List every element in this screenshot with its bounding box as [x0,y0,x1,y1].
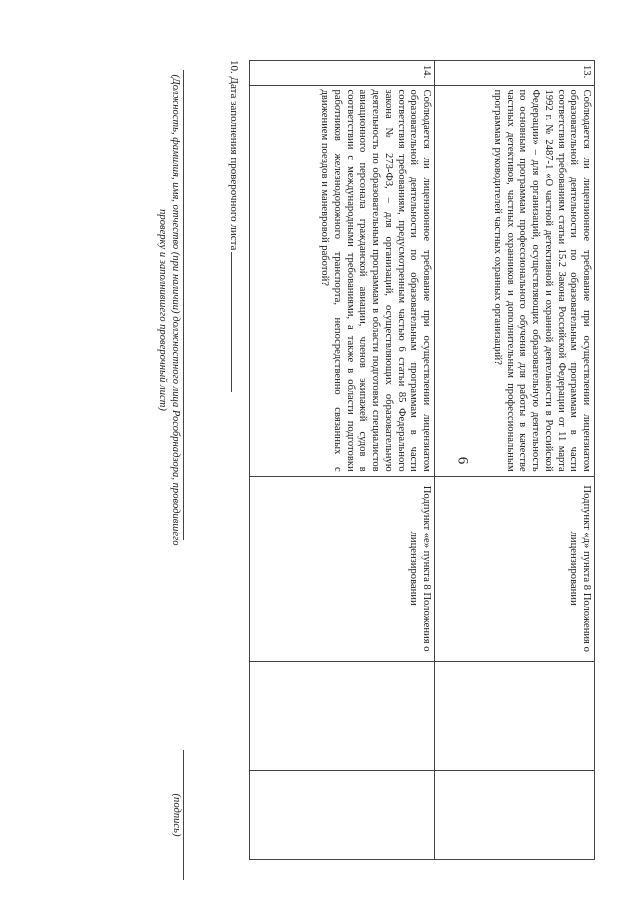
legal-reference: Подпункт «д» пункта 8 Положения о лицензировании [435,476,595,661]
note-cell [435,770,595,859]
answer-cell [435,661,595,770]
question-text: Соблюдается ли лицензионное требование при осуществлении лицензиатом образовательной деятельности по образовательным программам в части соответствия требованиям статьи 15.2 Закона Российской Федерации от 11 марта 1992 г. № 2487-1 «О частной детективной и охранной деятельности в Российской Федерации» – для организаций, осуществляющих образовательную деятельность по основным программам профессионального обучения для работы в качестве частных детективов, частных охранников и дополнительным профессиональным программам руководителей частных охранных организаций? [435,85,595,476]
note-cell [250,770,435,859]
signature-rule [183,750,184,880]
row-number: 13. [435,61,595,86]
checklist-table [249,60,595,860]
question-text: Соблюдается ли лицензионное требование при осуществлении лицензиатом образовательной деятельности по образовательным программам в части соответствия требованиям, предусмотренным частью 6 статьи 85 Федерального закона № 273-ФЗ, – для организаций, осуществляющих образовательную деятельность по образовательным программам в области подготовки специалистов авиационного персонала гражданской авиации, членов экипажей судов в соответствии с международными требованиями, а также в области подготовки работников железнодорожного транспорта, непосредственно связанных с движением поездов и маневровой работой? [250,85,435,476]
rotated-page-content [25,60,595,910]
official-caption: (Должность, фамилия, имя, отчество (при наличии) должностного лица Рособрнадзора, проводившего проверку и заполнившего проверочный лист) [157,74,181,546]
official-signature-rule [183,70,184,540]
table-row [250,61,435,860]
fill-date-label: 10. Дата заполнения проверочного листа [228,60,240,251]
legal-reference: Подпункт «е» пункта 8 Положения о лицензировании [250,476,435,661]
fill-date-line [228,60,242,392]
answer-cell [250,661,435,770]
signature-caption: (подпись) [171,793,182,837]
row-number: 14. [250,61,435,86]
page-number: 6 [454,456,471,465]
table-row [435,61,595,860]
fill-date-blank [231,252,242,392]
